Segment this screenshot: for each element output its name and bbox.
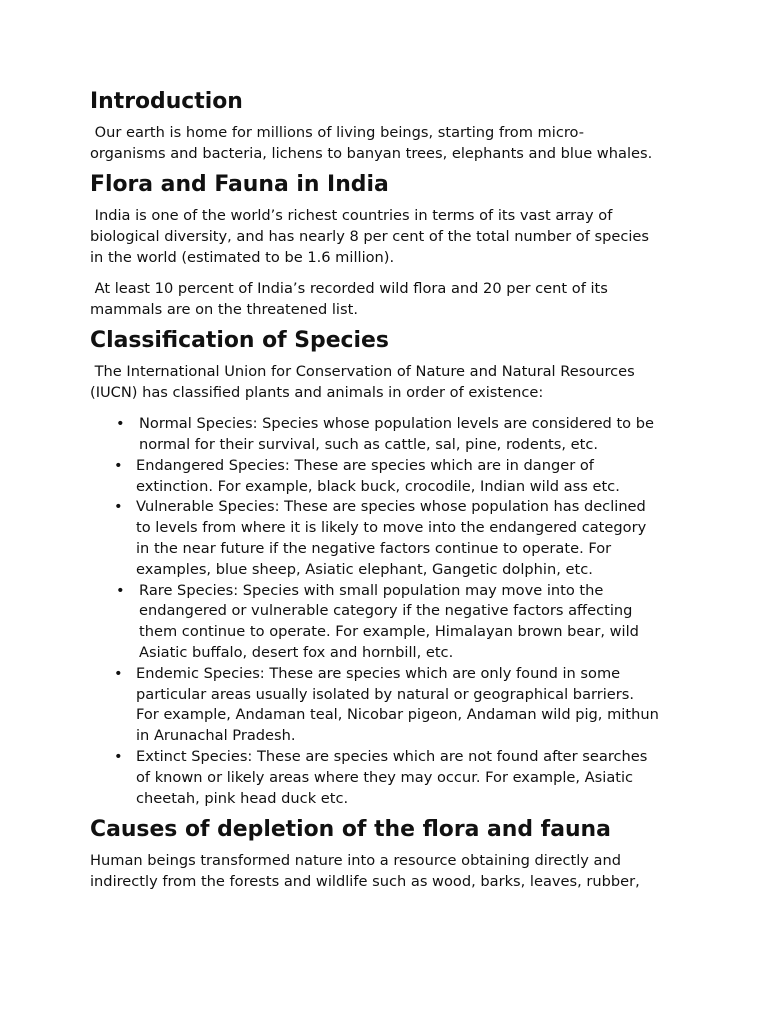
bullet-glyph: • [114,498,123,516]
list-item [90,497,690,580]
heading-classification: Classification of Species [90,328,389,354]
species-text: Endangered Species: These are species which are in danger of extinction. For example, black buck, crocodile, Indian wild ass etc. [136,456,620,495]
species-list [90,414,690,809]
paragraph-biodiversity: India is one of the world’s richest countries in terms of its vast array of biological diversity, and has nearly 8 per cent of the total number of species in the world (estimated to be 1.6 million). [90,207,649,266]
species-text: Extinct Species: These are species which are not found after searches of known or likely areas where they may occur. For example, Asiatic cheetah, pink head duck etc. [136,748,648,807]
list-item [90,456,690,498]
bullet-glyph: • [116,415,125,433]
document-page [90,89,690,893]
list-item [90,414,690,456]
bullet-glyph: • [116,581,125,599]
bullet-glyph: • [114,456,123,474]
heading-causes: Causes of depletion of the flora and fauna [90,816,611,842]
paragraph-threatened: At least 10 percent of India’s recorded wild flora and 20 per cent of its mammals are on the threatened list. [90,280,608,318]
paragraph-introduction: Our earth is home for millions of living beings, starting from micro- organisms and bacteria, lichens to banyan trees, elephants and blue whales. [90,124,653,162]
heading-flora-fauna: Flora and Fauna in India [90,172,389,198]
bullet-glyph: • [114,664,123,682]
heading-introduction: Introduction [90,89,243,114]
species-text: Rare Species: Species with small population may move into the endangered or vulnerable category if the negative factors affecting them continue to operate. For example, Himalayan brown bear, wild Asiatic buffalo, desert fox and hornbill, etc. [139,581,639,662]
list-item [90,581,690,664]
list-item [90,664,690,747]
species-text: Vulnerable Species: These are species whose population has declined to levels from where it is likely to move into the endangered category in the near future if the negative factors continue to operate. For examples, blue sheep, Asiatic elephant, Gangetic dolphin, etc. [136,498,647,578]
paragraph-causes: Human beings transformed nature into a resource obtaining directly and indirectly from the forests and wildlife such as wood, barks, leaves, rubber, [90,852,640,890]
species-text: Endemic Species: These are species which are only found in some particular areas usually isolated by natural or geographical barriers. For example, Andaman teal, Nicobar pigeon, Andaman wild pig, mithun in Arunachal Pradesh. [136,664,659,745]
paragraph-iucn: The International Union for Conservation of Nature and Natural Resources (IUCN) has classified plants and animals in order of existence: [90,363,635,402]
list-item [90,747,690,809]
bullet-glyph: • [114,748,123,766]
species-text: Normal Species: Species whose population levels are considered to be normal for their survival, such as cattle, sal, pine, rodents, etc. [139,415,654,454]
